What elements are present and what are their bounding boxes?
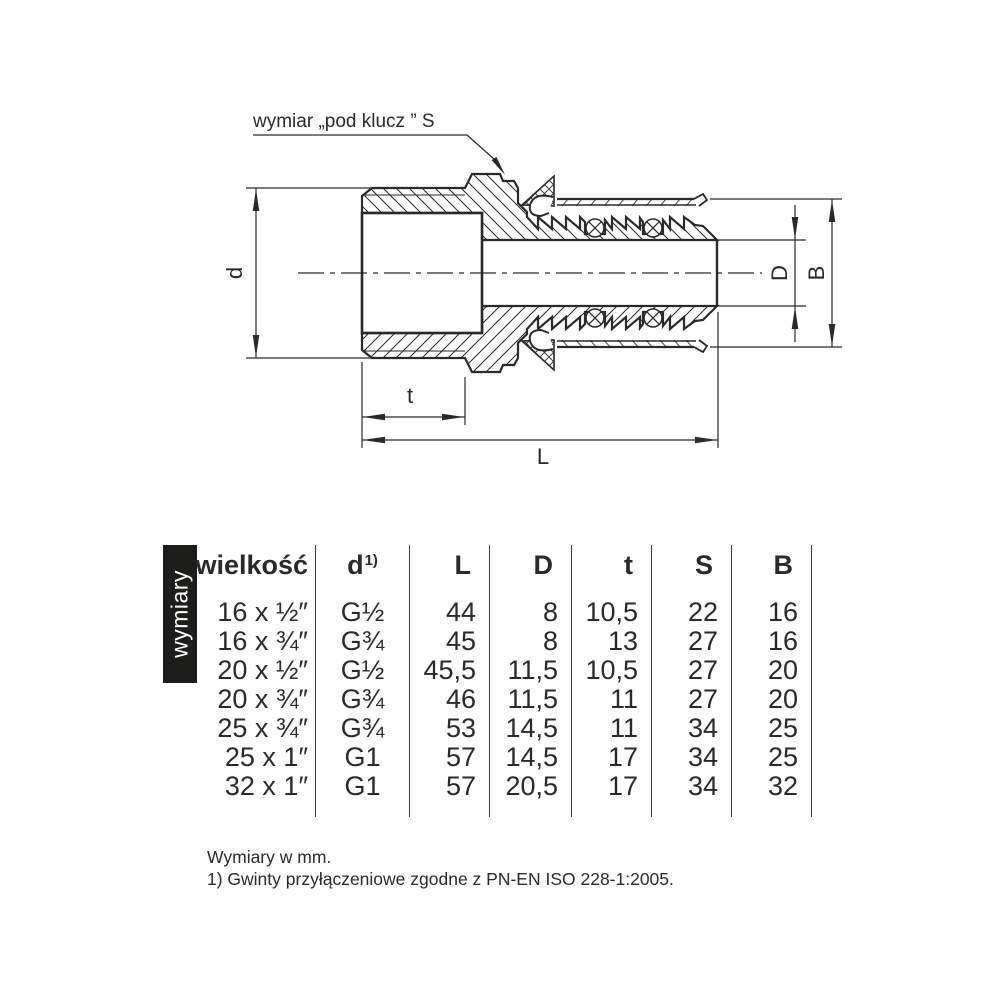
cell-B: 20: [732, 656, 812, 685]
cell-S: 27: [652, 685, 732, 714]
cell-size: 20 x ½″: [197, 656, 316, 685]
col-header-L: L: [410, 545, 490, 585]
col-header-d: d 1): [316, 545, 410, 585]
cell-L: 57: [410, 772, 490, 801]
cell-thread: G1: [316, 772, 410, 801]
cell-D: 14,5: [490, 714, 572, 743]
cell-B: 25: [732, 714, 812, 743]
spacer: [732, 801, 812, 817]
cell-L: 45: [410, 627, 490, 656]
units-note: Wymiary w mm.: [207, 847, 332, 867]
cell-B: 32: [732, 772, 812, 801]
cell-size: 16 x ½″: [197, 598, 316, 627]
dimensions-table: [197, 545, 812, 817]
dim-label-B: B: [804, 265, 829, 281]
cell-t: 11: [572, 714, 652, 743]
cell-thread: G¾: [316, 627, 410, 656]
dimension-t: [362, 362, 465, 448]
cell-size: 25 x ¾″: [197, 714, 316, 743]
spacer: [652, 801, 732, 817]
col-header-t: t: [572, 545, 652, 585]
table-side-label-text: wymiary: [166, 570, 193, 658]
cell-L: 46: [410, 685, 490, 714]
cell-S: 34: [652, 714, 732, 743]
cell-B: 25: [732, 743, 812, 772]
cell-t: 17: [572, 743, 652, 772]
col-header-S: S: [652, 545, 732, 585]
cell-S: 34: [652, 772, 732, 801]
col-header-wielkosc: wielkość: [197, 545, 316, 585]
cell-t: 10,5: [572, 598, 652, 627]
cell-thread: G½: [316, 656, 410, 685]
spacer: [410, 801, 490, 817]
cell-D: 11,5: [490, 685, 572, 714]
cell-S: 34: [652, 743, 732, 772]
cell-D: 11,5: [490, 656, 572, 685]
cell-thread: G½: [316, 598, 410, 627]
cell-t: 17: [572, 772, 652, 801]
cell-S: 22: [652, 598, 732, 627]
cell-L: 57: [410, 743, 490, 772]
cell-t: 10,5: [572, 656, 652, 685]
cell-D: 8: [490, 627, 572, 656]
cell-L: 53: [410, 714, 490, 743]
cell-B: 16: [732, 598, 812, 627]
spacer: [490, 801, 572, 817]
cell-thread: G1: [316, 743, 410, 772]
leader-arrow: [492, 157, 505, 175]
cell-size: 25 x 1″: [197, 743, 316, 772]
cell-t: 13: [572, 627, 652, 656]
spacer: [197, 801, 316, 817]
table-side-label: [163, 545, 197, 683]
col-header-B: B: [732, 545, 812, 585]
spacer: [316, 801, 410, 817]
cell-S: 27: [652, 627, 732, 656]
cell-D: 20,5: [490, 772, 572, 801]
dim-label-d: d: [222, 266, 247, 280]
dim-label-L: L: [536, 444, 550, 469]
col-header-D: D: [490, 545, 572, 585]
cell-size: 32 x 1″: [197, 772, 316, 801]
cell-B: 16: [732, 627, 812, 656]
cell-L: 45,5: [410, 656, 490, 685]
cell-D: 8: [490, 598, 572, 627]
dim-label-t: t: [406, 383, 414, 408]
leader-label: wymiar „pod klucz ” S: [253, 111, 435, 132]
spacer: [490, 585, 572, 598]
cell-size: 16 x ¾″: [197, 627, 316, 656]
cell-B: 20: [732, 685, 812, 714]
footnotes: [207, 847, 674, 890]
cell-thread: G¾: [316, 685, 410, 714]
cell-size: 20 x ¾″: [197, 685, 316, 714]
cell-S: 27: [652, 656, 732, 685]
cell-t: 11: [572, 685, 652, 714]
cell-D: 14,5: [490, 743, 572, 772]
dim-label-D: D: [767, 265, 792, 281]
cell-L: 44: [410, 598, 490, 627]
cell-thread: G¾: [316, 714, 410, 743]
leader-wrench-size: [252, 111, 505, 175]
spacer: [572, 801, 652, 817]
thread-standard-note: 1) Gwinty przyłączeniowe zgodne z PN-EN ISO 228-1:2005.: [207, 868, 674, 889]
